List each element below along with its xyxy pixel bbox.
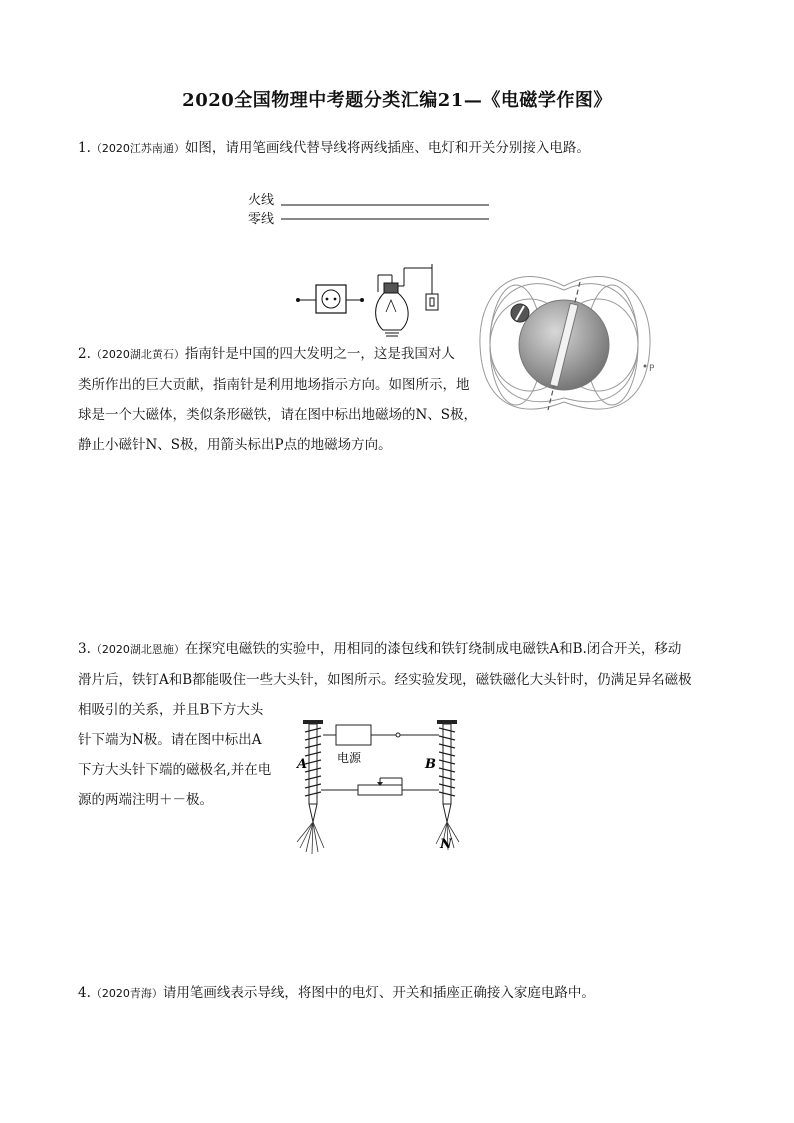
question-2-source: （2020湖北黄石） — [90, 348, 185, 361]
nail-b — [437, 720, 457, 822]
power-supply-label: 电源 — [337, 751, 362, 765]
question-4 — [78, 978, 595, 1009]
question-4-source: （2020青海） — [90, 987, 163, 1000]
page-title: 2020全国物理中考题分类汇编21—《电磁学作图》 — [182, 90, 612, 111]
question-2-line-2: 类所作出的巨大贡献，指南针是利用地场指示方向。如图所示，地 — [78, 377, 470, 393]
question-2-number: 2. — [78, 346, 91, 362]
question-3-line-5: 下方大头针下端的磁极名,并在电 — [78, 762, 272, 778]
coil-b — [439, 728, 455, 796]
label-b: B — [425, 757, 436, 772]
rheostat-icon — [358, 778, 402, 795]
coil-a — [305, 728, 321, 796]
question-4-text: 请用笔画线表示导线，将图中的电灯、开关和插座正确接入家庭电路中。 — [162, 985, 595, 1001]
question-3-source: （2020湖北恩施） — [90, 643, 185, 656]
power-supply-box — [336, 725, 371, 745]
question-4-number: 4. — [78, 985, 91, 1001]
fire-wire-label: 火线 — [248, 193, 275, 208]
question-2-line-3: 球是一个大磁体，类似条形磁铁，请在图中标出地磁场的N、S极， — [78, 407, 478, 423]
question-3-line-3: 相吸引的关系，并且B下方大头 — [78, 702, 264, 718]
question-3-line-2: 滑片后，铁钉A和B都能吸住一些大头针，如图所示。经实验发现，磁铁磁化大头针时，仍满足异名磁极 — [78, 672, 692, 688]
question-3-line-1: 在探究电磁铁的实验中，用相同的漆包线和铁钉绕制成电磁铁A和B.闭合开关，移动 — [184, 641, 682, 657]
point-p-label: P — [649, 364, 655, 374]
pins-under-a — [297, 822, 324, 854]
neutral-wire-label: 零线 — [248, 212, 275, 227]
question-3-line-6: 源的两端注明＋－极。 — [78, 792, 213, 808]
question-2-line-1: 指南针是中国的四大发明之一，这是我国对人 — [184, 346, 455, 362]
question-1-source: （2020江苏南通） — [90, 142, 185, 155]
switch-contact-icon — [396, 733, 400, 737]
question-1-text: 如图，请用笔画线代替导线将两线插座、电灯和开关分别接入电路。 — [184, 140, 590, 156]
question-3-line-4: 针下端为N极。请在图中标出A — [78, 732, 262, 748]
question-1-number: 1. — [78, 140, 91, 156]
question-2-line-4: 静止小磁针N、S极，用箭头标出P点的地磁场方向。 — [78, 437, 392, 453]
label-a: A — [297, 757, 308, 772]
label-n: N — [440, 837, 452, 852]
question-3-number: 3. — [78, 641, 91, 657]
